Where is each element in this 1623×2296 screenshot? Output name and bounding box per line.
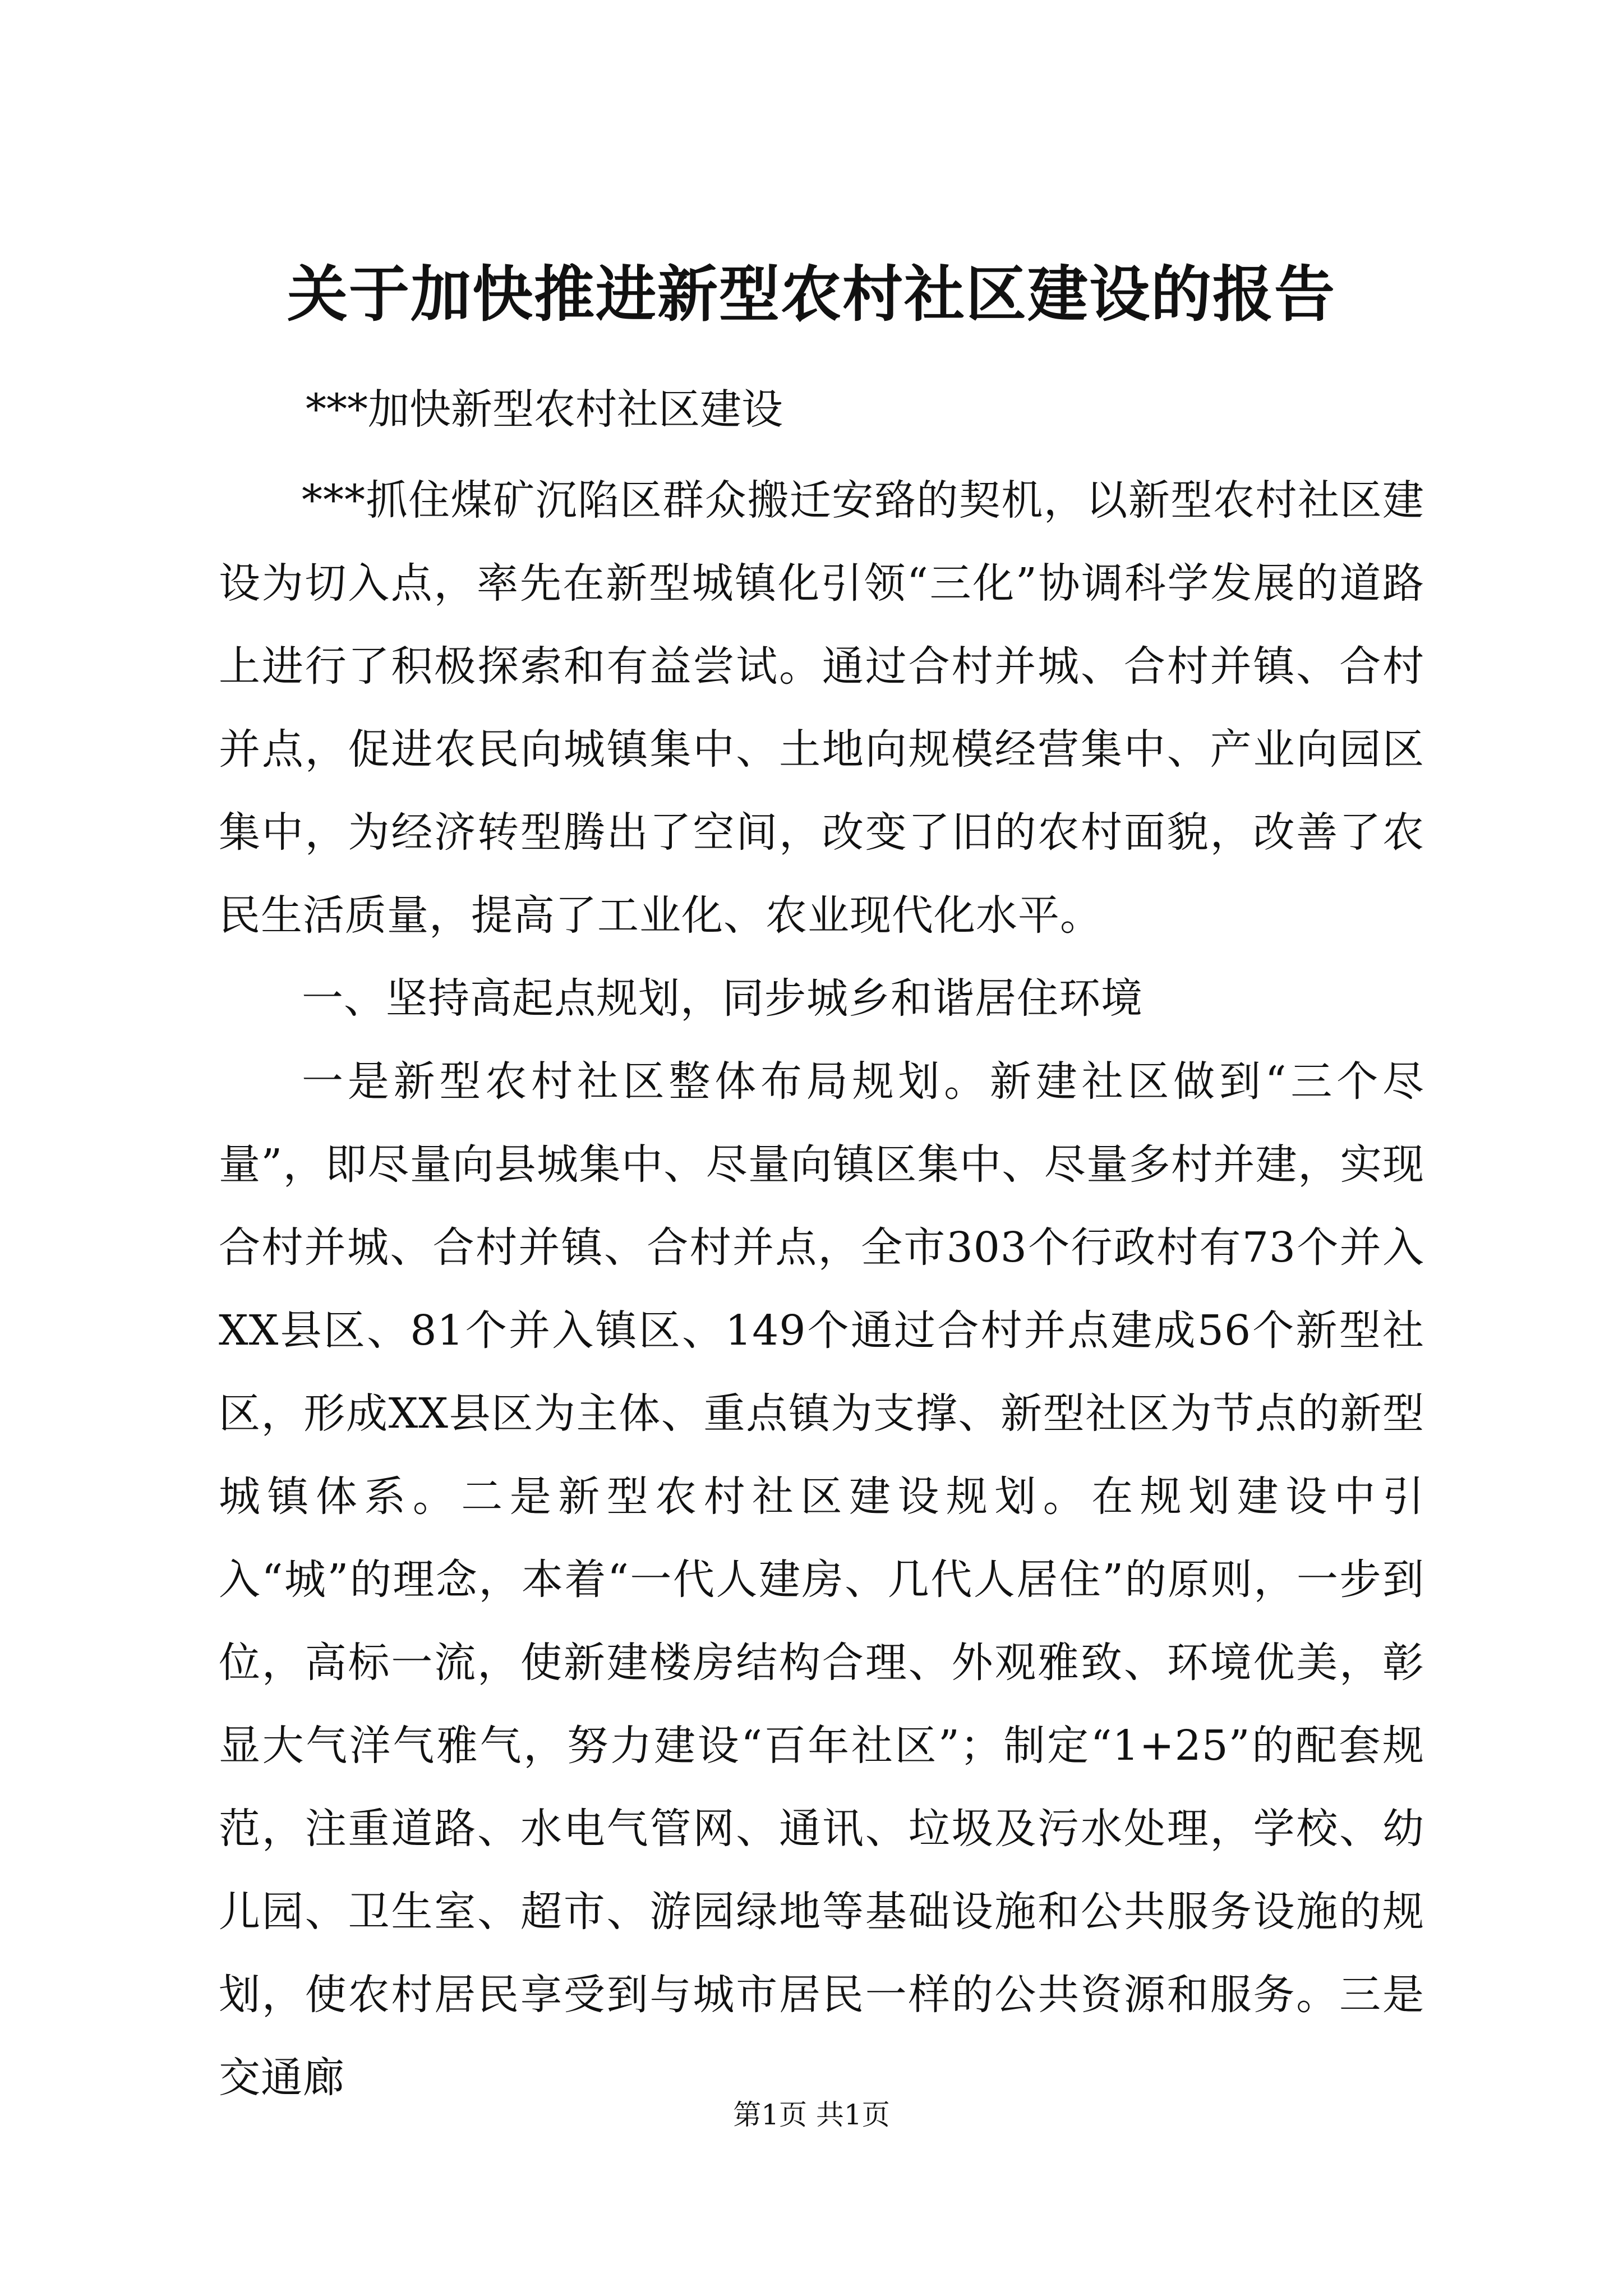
document-subtitle: ***加快新型农村社区建设 bbox=[306, 385, 783, 434]
document-title: 关于加快推进新型农村社区建设的报告 bbox=[287, 259, 1336, 330]
page-footer: 第1页 共1页 bbox=[733, 2099, 890, 2131]
paragraph-intro: ***抓住煤矿沉陷区群众搬迁安臵的契机，以新型农村社区建设为切入点，率先在新型城镇化引领“三化”协调科学发展的道路上进行了积极探索和有益尝试。通过合村并城、合村并镇、合村并点，促进农民向城镇集中、土地向规模经营集中、产业向园区集中，为经济转型腾出了空间，改变了旧的农村面貌，改善了农民生活质量，提高了工业化、农业现代化水平。 bbox=[219, 476, 1424, 940]
section-heading: 一、坚持高起点规划，同步城乡和谐居住环境 bbox=[302, 974, 1143, 1023]
paragraph-planning: 一是新型农村社区整体布局规划。新建社区做到“三个尽量”，即尽量向县城集中、尽量向镇区集中、尽量多村并建，实现合村并城、合村并镇、合村并点，全市303个行政村有73个并入XX县区、81个并入镇区、149个通过合村并点建成56个新型社区，形成XX县区为主体、重点镇为支撑、新型社区为节点的新型城镇体系。二是新型农村社区建设规划。在规划建设中引入“城”的理念，本着“一代人建房、几代人居住”的原则，一步到位，高标一流，使新建楼房结构合理、外观雅致、环境优美，彰显大气洋气雅气，努力建设“百年社区”；制定“1+25”的配套规范，注重道路、水电气管网、通讯、垃圾及污水处理，学校、幼儿园、卫生室、超市、游园绿地等基础设施和公共服务设施的规划，使农村居民享受到与城市居民一样的公共资源和服务。三是交通廊 bbox=[219, 1057, 1424, 2102]
document-body bbox=[219, 459, 1424, 2119]
